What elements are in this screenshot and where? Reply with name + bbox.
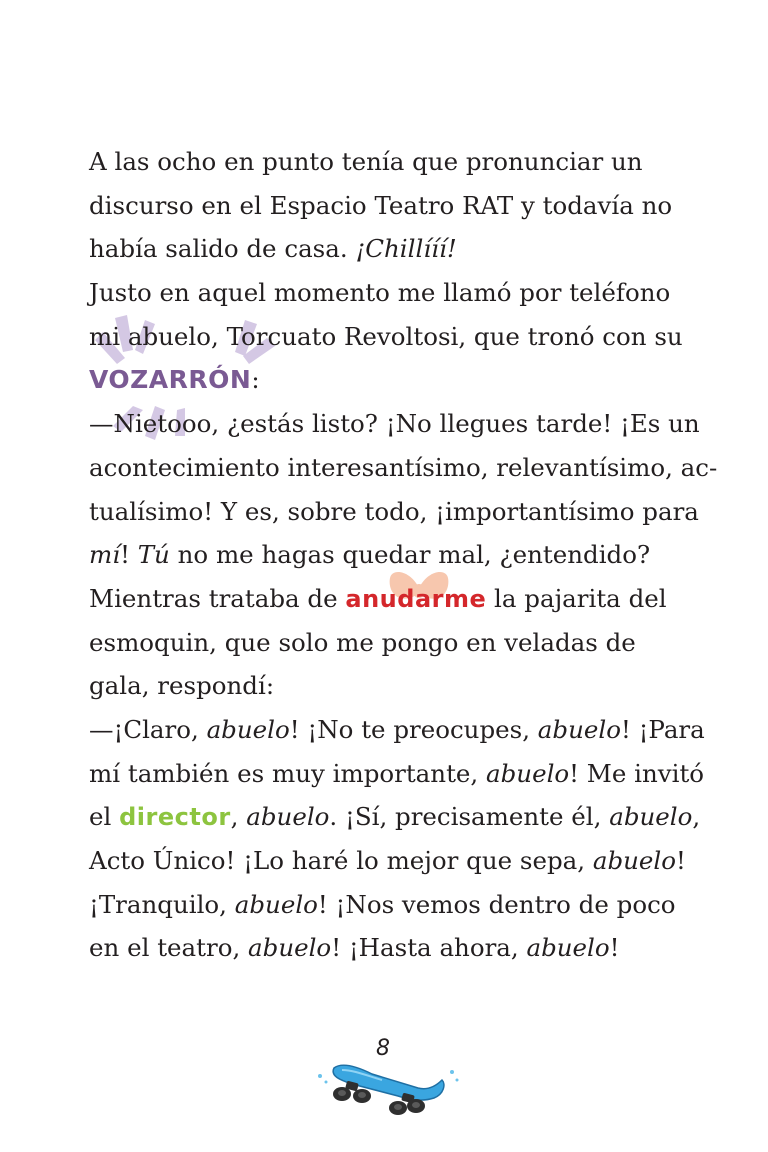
text: había salido de casa. — [89, 234, 356, 264]
text: discurso en el Espacio Teatro RAT y todavía no — [89, 190, 673, 220]
text-line — [89, 926, 679, 970]
page-text — [89, 140, 718, 970]
text: el — [89, 802, 120, 832]
text: ! ¡No te preocupes, — [289, 714, 538, 744]
italic-text: abuelo — [592, 846, 676, 875]
skateboard-icon — [312, 1058, 462, 1124]
italic-text: abuelo — [486, 758, 570, 788]
text: no me hagas quedar mal, ¿entendido? — [169, 540, 651, 570]
text: mi abuelo, Torcuato Revoltosi, que tronó con su — [89, 321, 683, 351]
text: . ¡Sí, precisamente él, — [329, 802, 610, 832]
text: Mientras trataba de — [89, 583, 346, 613]
text: ! — [676, 846, 686, 875]
text: acontecimiento interesantísimo, relevantísimo, ac- — [89, 452, 718, 482]
text-line — [89, 883, 679, 927]
text-line — [89, 752, 705, 796]
text: , — [230, 802, 247, 832]
text-line — [89, 315, 683, 359]
anudarme-word: anudarme — [345, 584, 487, 613]
text: ! ¡Hasta ahora, — [331, 933, 527, 963]
exclamation-text: ¡Chillííí! — [355, 234, 457, 264]
text: esmoquin, que solo me pongo en veladas de — [89, 627, 636, 657]
text-line — [89, 839, 686, 883]
text-line — [89, 227, 679, 271]
text: —Nietooo, ¿estás listo? ¡No llegues tarde! ¡Es un — [89, 409, 700, 439]
text-line — [89, 490, 699, 534]
text: en el teatro, — [89, 933, 249, 963]
text: , — [692, 802, 701, 832]
text-line — [89, 184, 679, 228]
text: Justo en aquel momento me llamó por teléfono — [89, 278, 671, 308]
text-line — [89, 621, 679, 665]
italic-text: abuelo — [248, 933, 332, 963]
text: Acto Único! ¡Lo haré lo mejor que sepa, — [89, 846, 593, 875]
italic-text: abuelo — [526, 933, 610, 963]
director-word: director — [119, 803, 231, 832]
text-line — [89, 664, 679, 708]
italic-text: abuelo — [206, 714, 290, 744]
text-line — [89, 446, 718, 490]
text: ! ¡Para — [620, 714, 705, 744]
italic-text: mí — [89, 540, 121, 570]
text: ! — [609, 933, 620, 963]
text: mí también es muy importante, — [89, 758, 486, 788]
italic-text: Tú — [137, 540, 170, 570]
italic-text: abuelo — [609, 802, 693, 832]
italic-text: abuelo — [537, 714, 621, 744]
text-line — [89, 533, 679, 577]
vozarron-word: VOZARRÓN — [89, 365, 252, 395]
text-line — [89, 140, 679, 184]
text-line — [89, 271, 679, 315]
text-line — [89, 402, 700, 446]
text-line — [89, 795, 701, 839]
text: ! Me invitó — [569, 758, 705, 788]
text: gala, respondí: — [89, 671, 275, 701]
text: tualísimo! Y es, sobre todo, ¡importantísimo para — [89, 496, 699, 526]
text: la pajarita del — [486, 583, 667, 613]
text: ¡Tranquilo, — [89, 889, 235, 919]
text: ! — [120, 540, 138, 570]
text-line — [89, 358, 679, 402]
text-line — [89, 708, 705, 752]
page-number: 8 — [376, 1036, 390, 1061]
text-line — [89, 577, 679, 621]
text: A las ocho en punto tenía que pronunciar un — [89, 147, 643, 176]
italic-text: abuelo — [246, 802, 330, 832]
text: —¡Claro, — [89, 714, 207, 744]
text: : — [251, 365, 260, 395]
italic-text: abuelo — [234, 889, 318, 919]
text: ! ¡Nos vemos dentro de poco — [317, 889, 676, 919]
